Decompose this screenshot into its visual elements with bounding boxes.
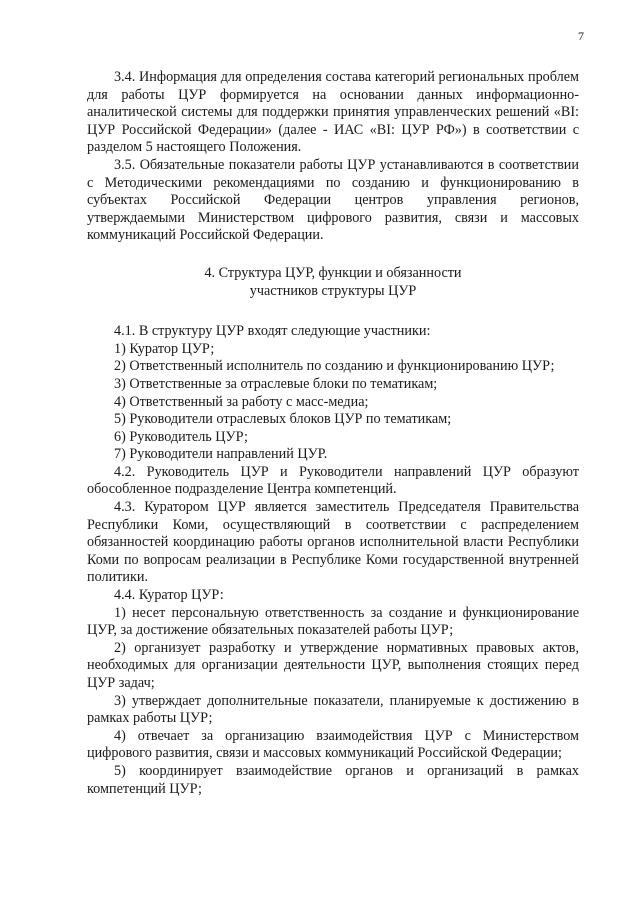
list-item-3: 3) Ответственные за отраслевые блоки по тематикам; [114,375,438,392]
curator-duty-5: 5) координирует взаимодействие органов и организаций в рамках компетенций ЦУР; [87,762,579,797]
paragraph-4-4: 4.4. Куратор ЦУР: [114,587,224,604]
list-item-4: 4) Ответственный за работу с масс-медиа; [114,393,369,410]
spacer [87,245,579,265]
list-item-6: 6) Руководитель ЦУР; [114,428,248,445]
list-item-2: 2) Ответственный исполнитель по созданию и функционированию ЦУР; [114,358,555,375]
list-item-7: 7) Руководители направлений ЦУР. [114,446,328,463]
paragraph-3-4: 3.4. Информация для определения состава категорий региональных проблем для работы ЦУР формируется на основании данных информационно-аналитической системы для поддержки принятия управленческих решений «BI: ЦУР Российской Федерации» (далее - ИАС «BI: ЦУР РФ») в соответствии с разделом 5 настоящего Положения. [87,69,579,156]
paragraph-4-2: 4.2. Руководитель ЦУР и Руководители направлений ЦУР образуют обособленное подразделение Центра компетенций. [87,463,579,498]
curator-duty-3: 3) утверждает дополнительные показатели, планируемые к достижению в рамках работы ЦУР; [87,692,579,727]
curator-duty-4: 4) отвечает за организацию взаимодействия ЦУР с Министерством цифрового развития, связи и массовых коммуникаций Российской Федерации; [87,727,579,762]
list-item-1: 1) Куратор ЦУР; [114,340,215,357]
section-heading-line-2: участников структуры ЦУР [249,282,417,299]
curator-duty-2: 2) организует разработку и утверждение нормативных правовых актов, необходимых для организации деятельности ЦУР, выполнения стоящих перед ЦУР задач; [87,639,579,691]
list-item-5: 5) Руководители отраслевых блоков ЦУР по тематикам; [114,411,452,428]
paragraph-4-1: 4.1. В структуру ЦУР входят следующие участники: [114,323,431,340]
paragraph-4-3: 4.3. Куратором ЦУР является заместитель Председателя Правительства Республики Коми, осуществляющий в соответствии с распределением обязанностей координацию работы органов исполнительной власти Республики Коми по вопросам реализации в Республике Коми государственной внутренней политики. [87,499,579,586]
spacer [87,300,579,323]
page-content [87,69,579,798]
curator-duty-1: 1) несет персональную ответственность за создание и функционирование ЦУР, за достижение обязательных показателей работы ЦУР; [87,604,579,639]
page-number: 7 [578,29,584,43]
section-heading-line-1: 4. Структура ЦУР, функции и обязанности [204,264,462,281]
paragraph-3-5: 3.5. Обязательные показатели работы ЦУР устанавливаются в соответствии с Методическими рекомендациями по созданию и функционированию в субъектах Российской Федерации центров управления регионов, утверждаемыми Министерством цифрового развития, связи и массовых коммуникаций Российской Федерации. [87,156,579,244]
